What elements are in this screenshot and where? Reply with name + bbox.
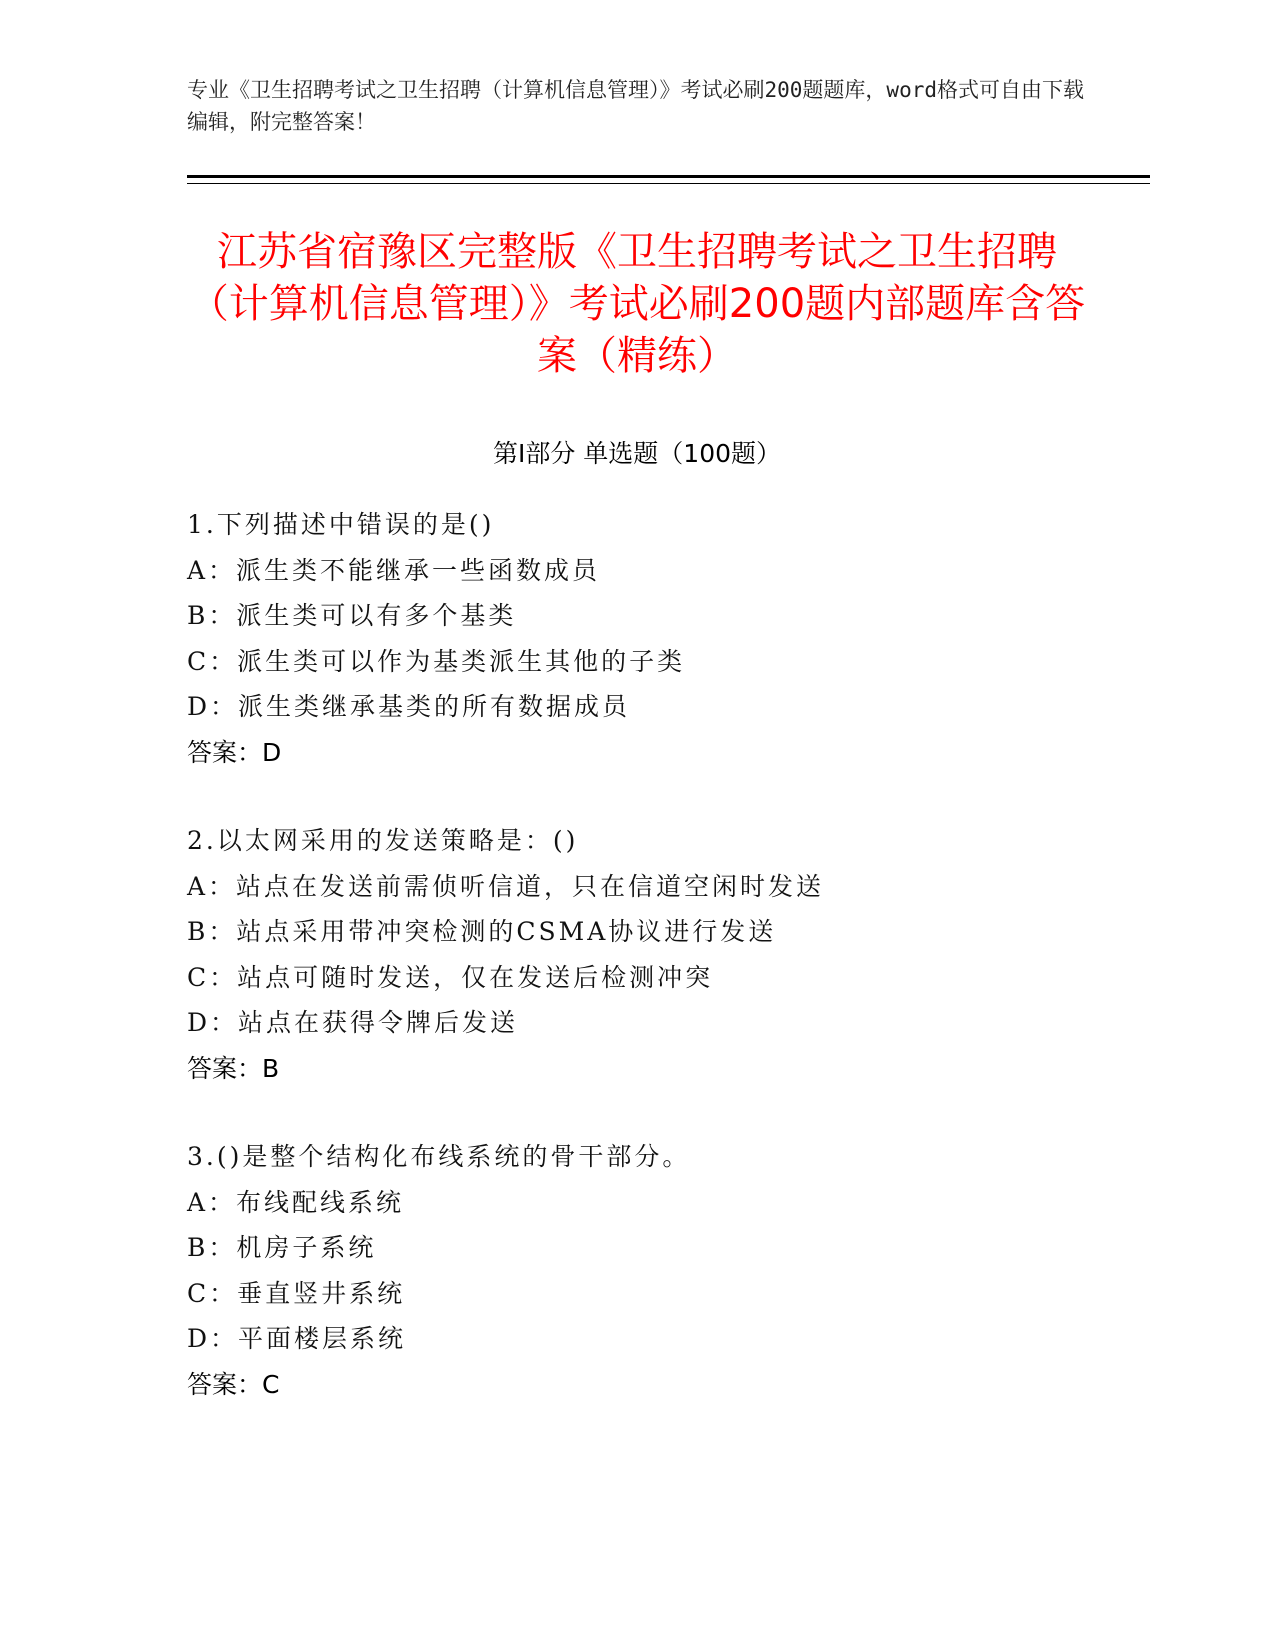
option-d: D：派生类继承基类的所有数据成员 — [187, 692, 631, 721]
section-title: 第I部分 单选题（100题） — [492, 439, 782, 468]
option-a: A：站点在发送前需侦听信道，只在信道空闲时发送 — [187, 871, 825, 901]
answer-line: 答案：D — [187, 737, 282, 767]
option-c: C：站点可随时发送，仅在发送后检测冲突 — [187, 962, 714, 992]
answer-line: 答案：B — [187, 1053, 280, 1083]
option-c: C：垂直竖井系统 — [187, 1278, 406, 1308]
header-divider-thin — [187, 183, 1150, 184]
option-c: C：派生类可以作为基类派生其他的子类 — [187, 646, 686, 676]
option-b: B：机房子系统 — [187, 1233, 377, 1262]
document-title: 江苏省宿豫区完整版《卫生招聘考试之卫生招聘（计算机信息管理）》考试必刷200题内部题库含答案（精练） — [188, 229, 1086, 379]
option-a: A：派生类不能继承一些函数成员 — [187, 555, 601, 585]
option-b: B：站点采用带冲突检测的CSMA协议进行发送 — [187, 917, 777, 946]
option-b: B：派生类可以有多个基类 — [187, 601, 517, 630]
header-divider-thick — [187, 175, 1150, 178]
option-a: A：布线配线系统 — [187, 1187, 405, 1217]
question-stem: 2.以太网采用的发送策略是：() — [187, 826, 579, 855]
answer-line: 答案：C — [187, 1369, 280, 1399]
question-1 — [187, 502, 1087, 775]
question-stem: 1.下列描述中错误的是() — [187, 510, 495, 539]
header-note: 专业《卫生招聘考试之卫生招聘（计算机信息管理）》考试必刷200题题库，word格式可自由下载编辑，附完整答案！ — [187, 78, 1084, 134]
question-2 — [187, 818, 1087, 1091]
option-d: D：站点在获得令牌后发送 — [187, 1008, 519, 1037]
option-d: D：平面楼层系统 — [187, 1324, 407, 1353]
question-stem: 3.()是整个结构化布线系统的骨干部分。 — [187, 1142, 691, 1171]
question-3 — [187, 1134, 1087, 1407]
